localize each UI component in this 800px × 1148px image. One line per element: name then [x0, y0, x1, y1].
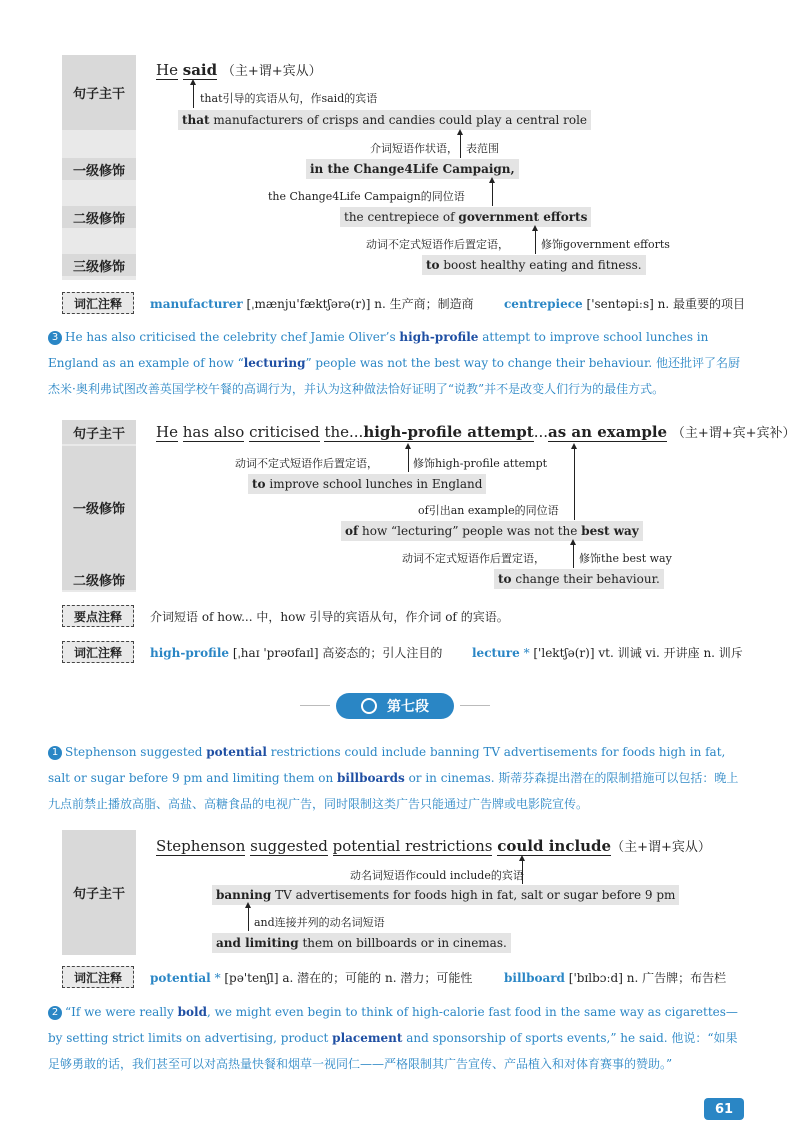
arrow-2: [460, 134, 461, 158]
note-4a: 动词不定式短语作后置定语，: [366, 238, 509, 251]
note-b3-2: and连接并列的动名词短语: [254, 916, 385, 929]
note-3: the Change4Life Campaign的同位语: [268, 190, 465, 203]
phrase-bar-2: in the Change4Life Campaign,: [306, 159, 519, 179]
vocab-manufacturer: manufacturer [ˌmænju'fæktʃərə(r)] n. 生产商；制造商: [150, 297, 474, 311]
arrow-b2-2: [574, 448, 575, 520]
phrase-bar-4: to boost healthy eating and fitness.: [422, 255, 646, 275]
paragraph-3: 3 He has also criticised the celebrity chef Jamie Oliver’s high-profile attempt to improve school lunches in England as an example of how “lecturing” people was not the best way to change their behaviour. 他还批评了名厨杰米·奥利弗试图改善英国学校午餐的高调行为，并认为这种做法恰好证明了“说教”并不是改变人们行为的最佳方式。: [48, 330, 741, 396]
page-number: 61: [704, 1098, 744, 1120]
note-1: that引导的宾语从句，作said的宾语: [200, 92, 378, 105]
section-rule-right: [460, 705, 490, 706]
vocab-lecture: lecture * ['lektʃə(r)] vt. 训诫 vi. 开讲座 n. 训斥: [472, 646, 743, 660]
section-rule-left: [300, 705, 330, 706]
paragraph-2: 2 “If we were really bold, we might even begin to think of high-calorie fast food in the same way as cigarettes—by setting strict limits on advertising, product placement and sponsorship of sports events,” he said. 他说：“如果足够勇敢的话，我们甚至可以对高热量快餐和烟草一视同仁——严格限制其广告宣传、产品植入和对体育赛事的赞助。”: [48, 1005, 738, 1071]
label-level2-1: 二级修饰: [62, 206, 136, 228]
vocab-tag-3: 词汇注释: [62, 966, 134, 988]
phrase-bar-b2-1: to improve school lunches in England: [248, 474, 486, 494]
vocab-centrepiece: centrepiece ['sentəpiːs] n. 最重要的项目: [504, 297, 745, 311]
label-subject-trunk-2: 句子主干: [62, 420, 136, 444]
note-2b: 表范围: [466, 142, 499, 155]
note-b2-3b: 修饰the best way: [579, 552, 672, 565]
phrase-bar-b2-2: of how “lecturing” people was not the best way: [341, 521, 643, 541]
phrase-bar-b3-2: and limiting them on billboards or in cinemas.: [212, 933, 511, 953]
clause-bar-1: that manufacturers of crisps and candies could play a central role: [178, 110, 591, 130]
arrow-b3-2: [248, 907, 249, 931]
note-b3-1: 动名词短语作could include的宾语: [350, 869, 524, 882]
arrow-b2-1: [408, 448, 409, 472]
main-sentence-3: Stephenson suggested potential restrictions could include（主+谓+宾从）: [156, 837, 711, 855]
note-2a: 介词短语作状语，: [370, 142, 458, 155]
structure-note: （主+谓+宾从）: [221, 64, 322, 79]
note-b2-1a: 动词不定式短语作后置定语，: [235, 457, 378, 470]
label-level1-2: 一级修饰: [62, 446, 136, 568]
vocab-tag-2: 词汇注释: [62, 641, 134, 663]
label-level1-1: 一级修饰: [62, 158, 136, 180]
keypoint-tag: 要点注释: [62, 605, 134, 627]
label-level3-1: 三级修饰: [62, 254, 136, 276]
vocab-potential: potential * [pə'tenʃl] a. 潜在的；可能的 n. 潜力；可能性: [150, 971, 473, 985]
arrow-3: [492, 182, 493, 206]
note-b2-3a: 动词不定式短语作后置定语，: [402, 552, 545, 565]
predicate: said: [182, 61, 218, 79]
label-level2-2: 二级修饰: [62, 568, 136, 590]
main-sentence-1: [156, 60, 322, 79]
label-subject-trunk-3: 句子主干: [62, 830, 136, 955]
subject: He: [156, 61, 178, 79]
vocab-billboard: billboard ['bɪlbɔːd] n. 广告牌；布告栏: [504, 971, 727, 985]
note-b2-2: of引出an example的同位语: [418, 504, 559, 517]
main-sentence-2: He has also criticised the...high-profile attempt...as an example （主+谓+宾+宾补）: [156, 423, 796, 441]
arrow-b2-3: [573, 544, 574, 568]
phrase-bar-3: the centrepiece of government efforts: [340, 207, 591, 227]
phrase-bar-b3-1: banning TV advertisements for foods high in fat, salt or sugar before 9 pm: [212, 885, 679, 905]
vocab-high-profile: high-profile [ˌhaɪ 'prəʊfaɪl] 高姿态的；引人注目的: [150, 646, 443, 660]
keypoint-text: 介词短语 of how... 中，how 引导的宾语从句，作介词 of 的宾语。: [150, 610, 509, 624]
phrase-bar-b2-3: to change their behaviour.: [494, 569, 664, 589]
vocab-tag-1: 词汇注释: [62, 292, 134, 314]
arrow-1: [193, 84, 194, 108]
note-4b: 修饰government efforts: [541, 238, 670, 251]
section-heading: 第七段: [336, 693, 454, 719]
arrow-4: [535, 230, 536, 254]
search-icon: [361, 698, 377, 714]
label-subject-trunk-1: 句子主干: [62, 55, 136, 130]
paragraph-1: 1 Stephenson suggested potential restrictions could include banning TV advertisements for foods high in fat, salt or sugar before 9 pm and limiting them on billboards or in cinemas. 斯蒂芬森提出潜在的限制措施可以包括：晚上九点前禁止播放高脂、高盐、高糖食品的电视广告，同时限制这类广告只能通过广告牌或电影院宣传。: [48, 745, 739, 811]
note-b2-1b: 修饰high-profile attempt: [413, 457, 548, 470]
